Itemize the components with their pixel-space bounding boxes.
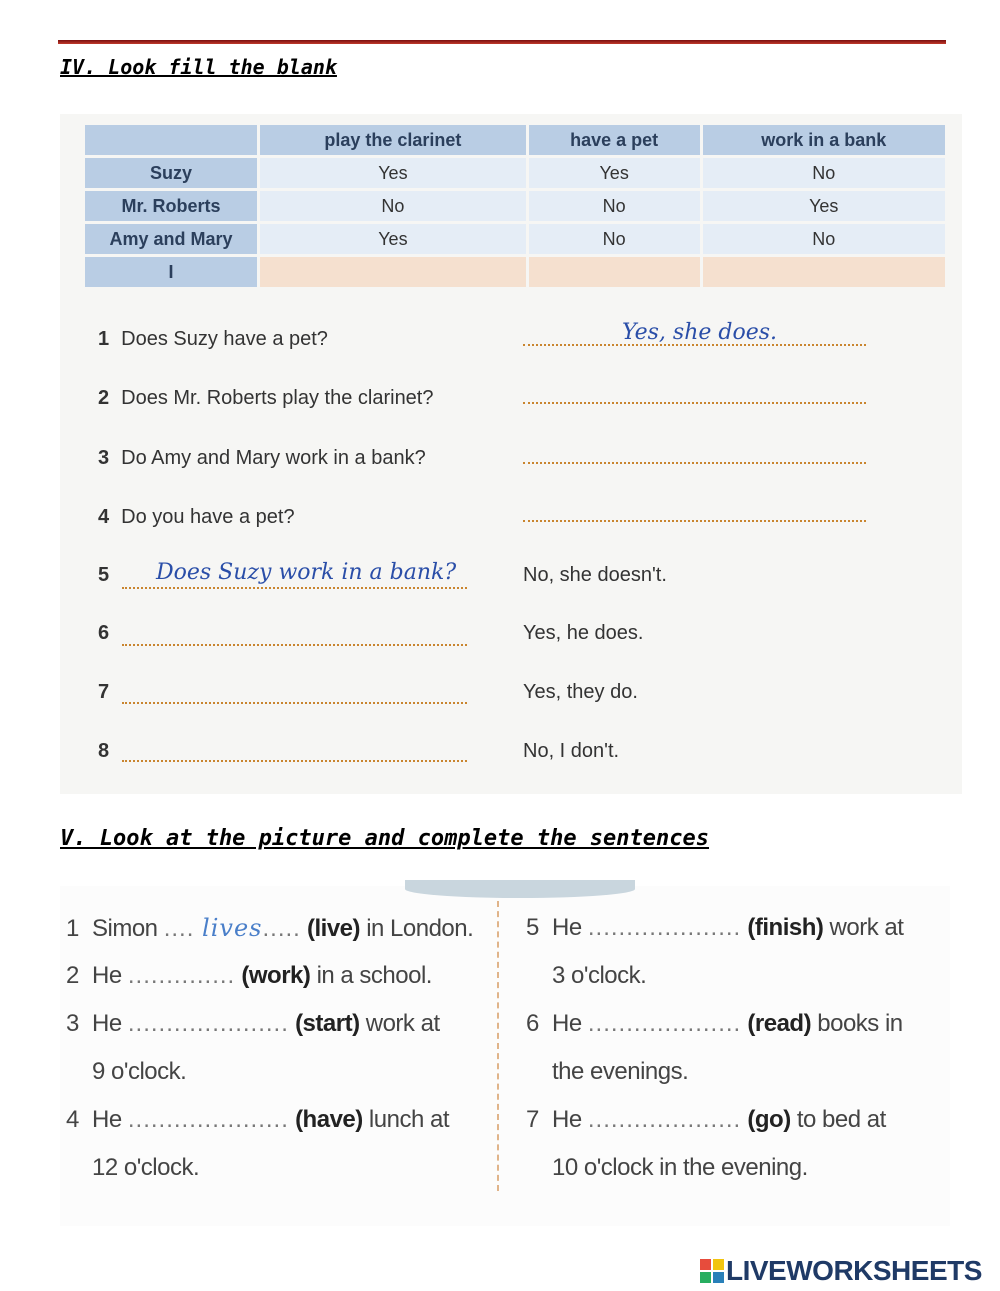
given-answer-5: No, she doesn't. (523, 564, 667, 586)
logo-icon (700, 1259, 724, 1283)
table-cell: Yes (260, 224, 526, 254)
info-table (82, 122, 948, 290)
liveworksheets-logo[interactable] (700, 1254, 982, 1288)
row-header: Mr. Roberts (85, 191, 257, 221)
section-iv-heading: IV. Look fill the blank (60, 55, 337, 79)
sentence-7-continued: 10 o'clock in the evening. (552, 1154, 808, 1181)
sentence-1: 1 Simon .... lives..... (live) in London. (66, 914, 474, 942)
fill-blank[interactable]: .............. (127, 962, 236, 989)
answer-blank-2[interactable] (523, 402, 866, 404)
picture-edge (405, 880, 635, 898)
section-v-heading: V. Look at the picture and complete the sentences (60, 826, 710, 851)
question-blank-7[interactable] (122, 702, 467, 704)
sentence-3-continued: 9 o'clock. (92, 1058, 187, 1085)
top-rule (58, 40, 946, 44)
answer-blank-3[interactable] (523, 462, 866, 464)
fill-blank[interactable]: .................... (587, 914, 742, 941)
given-answer-8: No, I don't. (523, 740, 620, 762)
table-cell: No (260, 191, 526, 221)
answer-blank-4[interactable] (523, 520, 866, 522)
sentence-5: 5 He .................... (finish) work at (526, 914, 904, 941)
table-cell: Yes (703, 191, 945, 221)
question-2: 2 Does Mr. Roberts play the clarinet? (98, 387, 434, 409)
table-cell (529, 257, 700, 287)
question-8: 8 (98, 740, 110, 762)
sentence-6-continued: the evenings. (552, 1058, 689, 1085)
table-cell (260, 257, 526, 287)
logo-text: LIVEWORKSHEETS (726, 1255, 982, 1286)
sentence-7: 7 He .................... (go) to bed at (526, 1106, 886, 1133)
section-iv-exercise (60, 114, 962, 794)
table-cell (703, 257, 945, 287)
question-7: 7 (98, 681, 110, 703)
column-header: play the clarinet (260, 125, 526, 155)
sentence-6: 6 He .................... (read) books in (526, 1010, 903, 1037)
fill-blank[interactable]: .................... (587, 1010, 742, 1037)
question-3: 3 Do Amy and Mary work in a bank? (98, 447, 426, 469)
sentence-4: 4 He ..................... (have) lunch at (66, 1106, 449, 1133)
given-answer-7: Yes, they do. (523, 681, 638, 703)
row-header: Suzy (85, 158, 257, 188)
table-cell: Yes (529, 158, 700, 188)
table-corner (85, 125, 257, 155)
fill-blank[interactable]: ..................... (127, 1106, 289, 1133)
question-6: 6 (98, 622, 110, 644)
fill-blank[interactable]: ..................... (127, 1010, 289, 1037)
sentence-2: 2 He .............. (work) in a school. (66, 962, 432, 989)
column-header: have a pet (529, 125, 700, 155)
given-answer-6: Yes, he does. (523, 622, 644, 644)
question-1: 1 Does Suzy have a pet? (98, 328, 328, 350)
question-blank-5[interactable] (122, 587, 467, 589)
table-cell: No (703, 224, 945, 254)
sentence-4-continued: 12 o'clock. (92, 1154, 200, 1181)
sentence-3: 3 He ..................... (start) work at (66, 1010, 440, 1037)
question-5: 5 (98, 564, 110, 586)
column-header: work in a bank (703, 125, 945, 155)
question-blank-8[interactable] (122, 760, 467, 762)
fill-blank[interactable]: .... lives..... (163, 914, 301, 942)
question-blank-6[interactable] (122, 644, 467, 646)
handwritten-question-5: Does Suzy work in a bank? (156, 560, 457, 585)
column-divider (497, 901, 499, 1191)
table-cell: Yes (260, 158, 526, 188)
table-cell: No (529, 191, 700, 221)
section-v-exercise (60, 886, 950, 1226)
table-cell: No (703, 158, 945, 188)
row-header: Amy and Mary (85, 224, 257, 254)
handwritten-answer-1: Yes, she does. (622, 320, 778, 345)
handwritten-answer: lives (202, 914, 263, 942)
row-header: I (85, 257, 257, 287)
question-4: 4 Do you have a pet? (98, 506, 295, 528)
fill-blank[interactable]: .................... (587, 1106, 742, 1133)
table-cell: No (529, 224, 700, 254)
sentence-5-continued: 3 o'clock. (552, 962, 647, 989)
